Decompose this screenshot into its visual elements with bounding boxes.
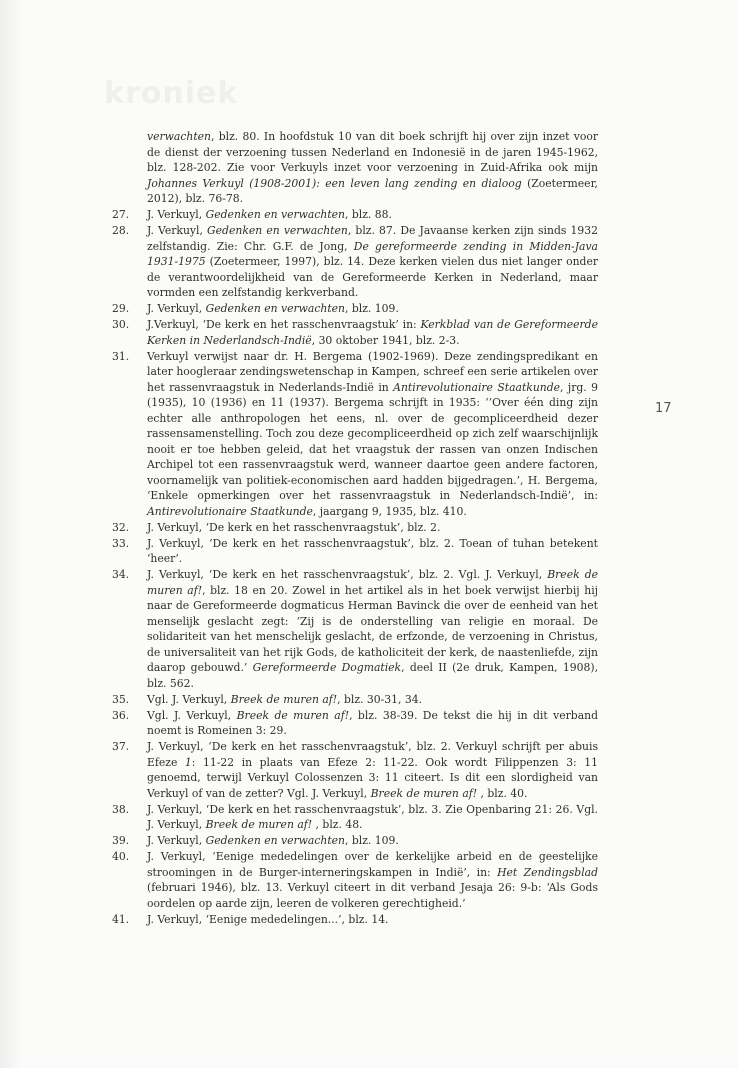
endnote-text: , deel II (2e druk, Kampen, 1908), blz. 562. bbox=[147, 661, 598, 690]
endnote-item bbox=[112, 912, 598, 928]
endnote-italic-text: Kerkblad van de Gereformeerde Kerken in Nederlandsch-Indië bbox=[147, 318, 598, 347]
endnote-item bbox=[112, 207, 598, 223]
endnote-text: J. Verkuyl, bbox=[147, 208, 206, 221]
endnote-number: 34. bbox=[112, 568, 130, 581]
endnote-item bbox=[112, 520, 598, 536]
endnote-text: , blz. 88. bbox=[345, 208, 392, 221]
endnote-italic-text: Breek de muren af! bbox=[236, 708, 350, 722]
endnote-italic-text: Antirevolutionaire Staatkunde bbox=[393, 380, 561, 394]
endnote-text: , blz. 109. bbox=[345, 302, 399, 315]
endnote-italic-text: Gedenken en verwachten bbox=[205, 834, 345, 847]
endnote-item bbox=[112, 692, 598, 708]
endnote-number: 27. bbox=[112, 208, 130, 221]
endnote-item bbox=[112, 223, 598, 301]
endnote-text: , blz. 38-39. De tekst die hij in dit verband noemt is Romeinen 3: 29. bbox=[147, 708, 599, 737]
endnote-item bbox=[112, 349, 598, 520]
page-number: 17 bbox=[655, 401, 672, 416]
endnote-italic-text: Gedenken en verwachten bbox=[207, 224, 348, 237]
endnote-item bbox=[112, 849, 598, 911]
endnote-italic-text: Breek de muren af! bbox=[230, 692, 338, 706]
endnote-item bbox=[112, 739, 598, 801]
endnote-text: , blz. 80. In hoofdstuk 10 van dit boek schrijft hij over zijn inzet voor de dienst der verzoening tussen Nederland en Indonesië in de jaren 1945-1962, blz. 128-202. Zie voor Verkuyls inzet voor verzoening in Zuid-Afrika ook mijn bbox=[147, 130, 598, 174]
endnote-text: : 11-22 in plaats van Efeze 2: 11-22. Ook wordt Filippenzen 3: 11 genoemd, terwijl Verkuyl Colossenzen 3: 11 citeert. Is dit een slordigheid van Verkuyl of van de zetter? Vgl. J. Verkuyl, bbox=[147, 755, 598, 800]
endnote-text: Verkuyl verwijst naar dr. H. Bergema (1902-1969). Deze zendingspredikant en later hoogleraar zendingswetenschap in Kampen, schreef een serie artikelen over het rassenvraagstuk in Nederlands-Indië in bbox=[147, 349, 598, 394]
endnote-italic-text: De gereformeerde zending in Midden-Java 1931-1975 bbox=[147, 239, 598, 268]
endnote-text: J. Verkuyl, ‘De kerk en het rasschenvraagstuk’, blz. 3. Zie Openbaring 21: 26. Vgl. J. Verkuyl, bbox=[147, 802, 598, 831]
endnote-text: , jrg. 9 (1935), 10 (1936) en 11 (1937). Bergema schrijft in 1935: ‘’Over één ding zijn echter alle anthropologen het eens, nl. over de gecompliceerdheid dezer rassensamenstelling. Toch zou deze gecompliceerdheid op zich zelf waarschijnlijk nooit er toe hebben geleid, dat het vraagstuk der rassen van onzen Indischen Archipel tot een rassenvraagstuk werd, wanneer daartoe geen andere factoren, voornamelijk van politiek-economischen aard hadden bijgedragen.’, H. Bergema, ‘Enkele opmerkingen over het rassenvraagstuk in Nederlandsch-Indië’, in: bbox=[147, 380, 598, 502]
endnote-text: , blz. 30-31, 34. bbox=[337, 692, 423, 706]
running-header-bleed: kroniek bbox=[104, 76, 239, 111]
endnotes-list bbox=[112, 129, 598, 928]
endnote-text: J. Verkuyl, bbox=[147, 302, 206, 315]
endnote-text: J. Verkuyl, ‘De kerk en het rasschenvraagstuk’, blz. 2. Toean of tuhan betekent ‘heer’. bbox=[147, 536, 598, 565]
endnote-text: (Zoetermeer, 1997), blz. 14. Deze kerken vielen dus niet langer onder de verantwoordelijkheid van de Gereformeerde Kerken in Nederland, maar vormden een zelfstandig kerkverband. bbox=[147, 255, 598, 299]
endnote-number: 37. bbox=[112, 740, 130, 753]
endnote-text: Vgl. J. Verkuyl, bbox=[147, 708, 237, 722]
endnote-text: , blz. 87. De Javaanse kerken zijn sinds 1932 zelfstandig. Zie: Chr. G.F. de Jong, bbox=[147, 224, 599, 253]
endnote-text: J. Verkuyl, bbox=[147, 224, 208, 237]
endnote-text: , blz. 48. bbox=[312, 818, 363, 831]
endnote-item bbox=[112, 129, 598, 207]
endnote-italic-text: Breek de muren af! bbox=[205, 818, 313, 831]
endnote-number: 41. bbox=[112, 912, 130, 926]
endnote-text: (Zoetermeer, 2012), blz. 76-78. bbox=[147, 176, 598, 205]
endnote-item bbox=[112, 301, 598, 317]
endnote-text: , jaargang 9, 1935, blz. 410. bbox=[312, 504, 467, 518]
endnote-italic-text: Antirevolutionaire Staatkunde bbox=[147, 504, 313, 518]
endnote-number: 30. bbox=[112, 318, 130, 331]
endnote-item bbox=[112, 536, 598, 567]
endnote-italic-text: verwachten bbox=[147, 130, 212, 143]
endnote-italic-text: Breek de muren af! bbox=[147, 568, 598, 597]
endnote-text: J. Verkuyl, ‘De kerk en het rasschenvraagstuk’, blz. 2. Verkuyl schrijft per abuis Efeze bbox=[147, 740, 598, 769]
endnote-text: , blz. 18 en 20. Zowel in het artikel als in het boek verwijst hierbij hij naar de Gereformeerde dogmaticus Herman Bavinck die over de eenheid van het menselijk geslacht zegt: ‘Zij is de onderstelling van religie en moraal. De solidariteit van het menschelijk geslacht, de erfzonde, de verzoening in Christus, de universaliteit van het rijk Gods, de katholiciteit der kerk, de naastenliefde, zijn daarop gebouwd.’ bbox=[147, 583, 598, 674]
endnote-number: 29. bbox=[112, 302, 130, 315]
endnote-item bbox=[112, 567, 598, 691]
endnote-italic-text: Het Zendingsblad bbox=[497, 865, 598, 879]
endnote-italic-text: Johannes Verkuyl (1908-2001): een leven lang zending en dialoog bbox=[147, 176, 522, 190]
endnote-number: 33. bbox=[112, 536, 130, 550]
endnote-item bbox=[112, 317, 598, 348]
endnote-text: J.Verkuyl, ‘De kerk en het rasschenvraagstuk’ in: bbox=[147, 318, 421, 331]
endnote-text: Vgl. J. Verkuyl, bbox=[147, 692, 231, 706]
endnote-italic-text: Gereformeerde Dogmatiek bbox=[252, 661, 402, 674]
endnote-number: 31. bbox=[112, 349, 130, 363]
endnote-number: 40. bbox=[112, 850, 130, 863]
page-gutter-shadow bbox=[0, 0, 22, 1068]
endnote-item bbox=[112, 802, 598, 833]
endnote-text: J. Verkuyl, bbox=[147, 834, 206, 847]
endnote-number: 28. bbox=[112, 224, 130, 237]
endnote-item bbox=[112, 708, 598, 739]
endnote-italic-text: Breek de muren af! bbox=[370, 786, 478, 800]
endnote-text: , 30 oktober 1941, blz. 2-3. bbox=[311, 333, 460, 347]
endnote-text: , blz. 109. bbox=[345, 834, 399, 847]
endnote-item bbox=[112, 833, 598, 849]
endnote-text: (februari 1946), blz. 13. Verkuyl citeert in dit verband Jesaja 26: 9-b: ‘Als Gods oordelen op aarde zijn, leeren de volkeren gerechtigheid.’ bbox=[147, 881, 598, 910]
endnote-text: J. Verkuyl, ‘Eenige mededelingen over de kerkelijke arbeid en de geestelijke stroomingen in de Burger-interneringskampen in Indië’, in: bbox=[147, 850, 598, 879]
endnote-number: 35. bbox=[112, 692, 130, 706]
endnote-number: 36. bbox=[112, 708, 130, 722]
endnote-text: J. Verkuyl, ‘Eenige mededelingen...’, blz. 14. bbox=[147, 912, 389, 926]
endnote-text: J. Verkuyl, ‘De kerk en het rasschenvraagstuk’, blz. 2. bbox=[147, 520, 441, 534]
endnote-number: 38. bbox=[112, 802, 130, 816]
endnote-italic-text: Gedenken en verwachten bbox=[205, 302, 345, 315]
endnote-text: , blz. 40. bbox=[477, 786, 528, 800]
endnote-number: 39. bbox=[112, 834, 130, 847]
endnote-number: 32. bbox=[112, 520, 130, 534]
endnote-italic-text: Gedenken en verwachten bbox=[205, 208, 345, 221]
endnote-text: J. Verkuyl, ‘De kerk en het rasschenvraagstuk’, blz. 2. Vgl. J. Verkuyl, bbox=[147, 568, 548, 581]
endnote-italic-text: 1 bbox=[184, 755, 192, 769]
